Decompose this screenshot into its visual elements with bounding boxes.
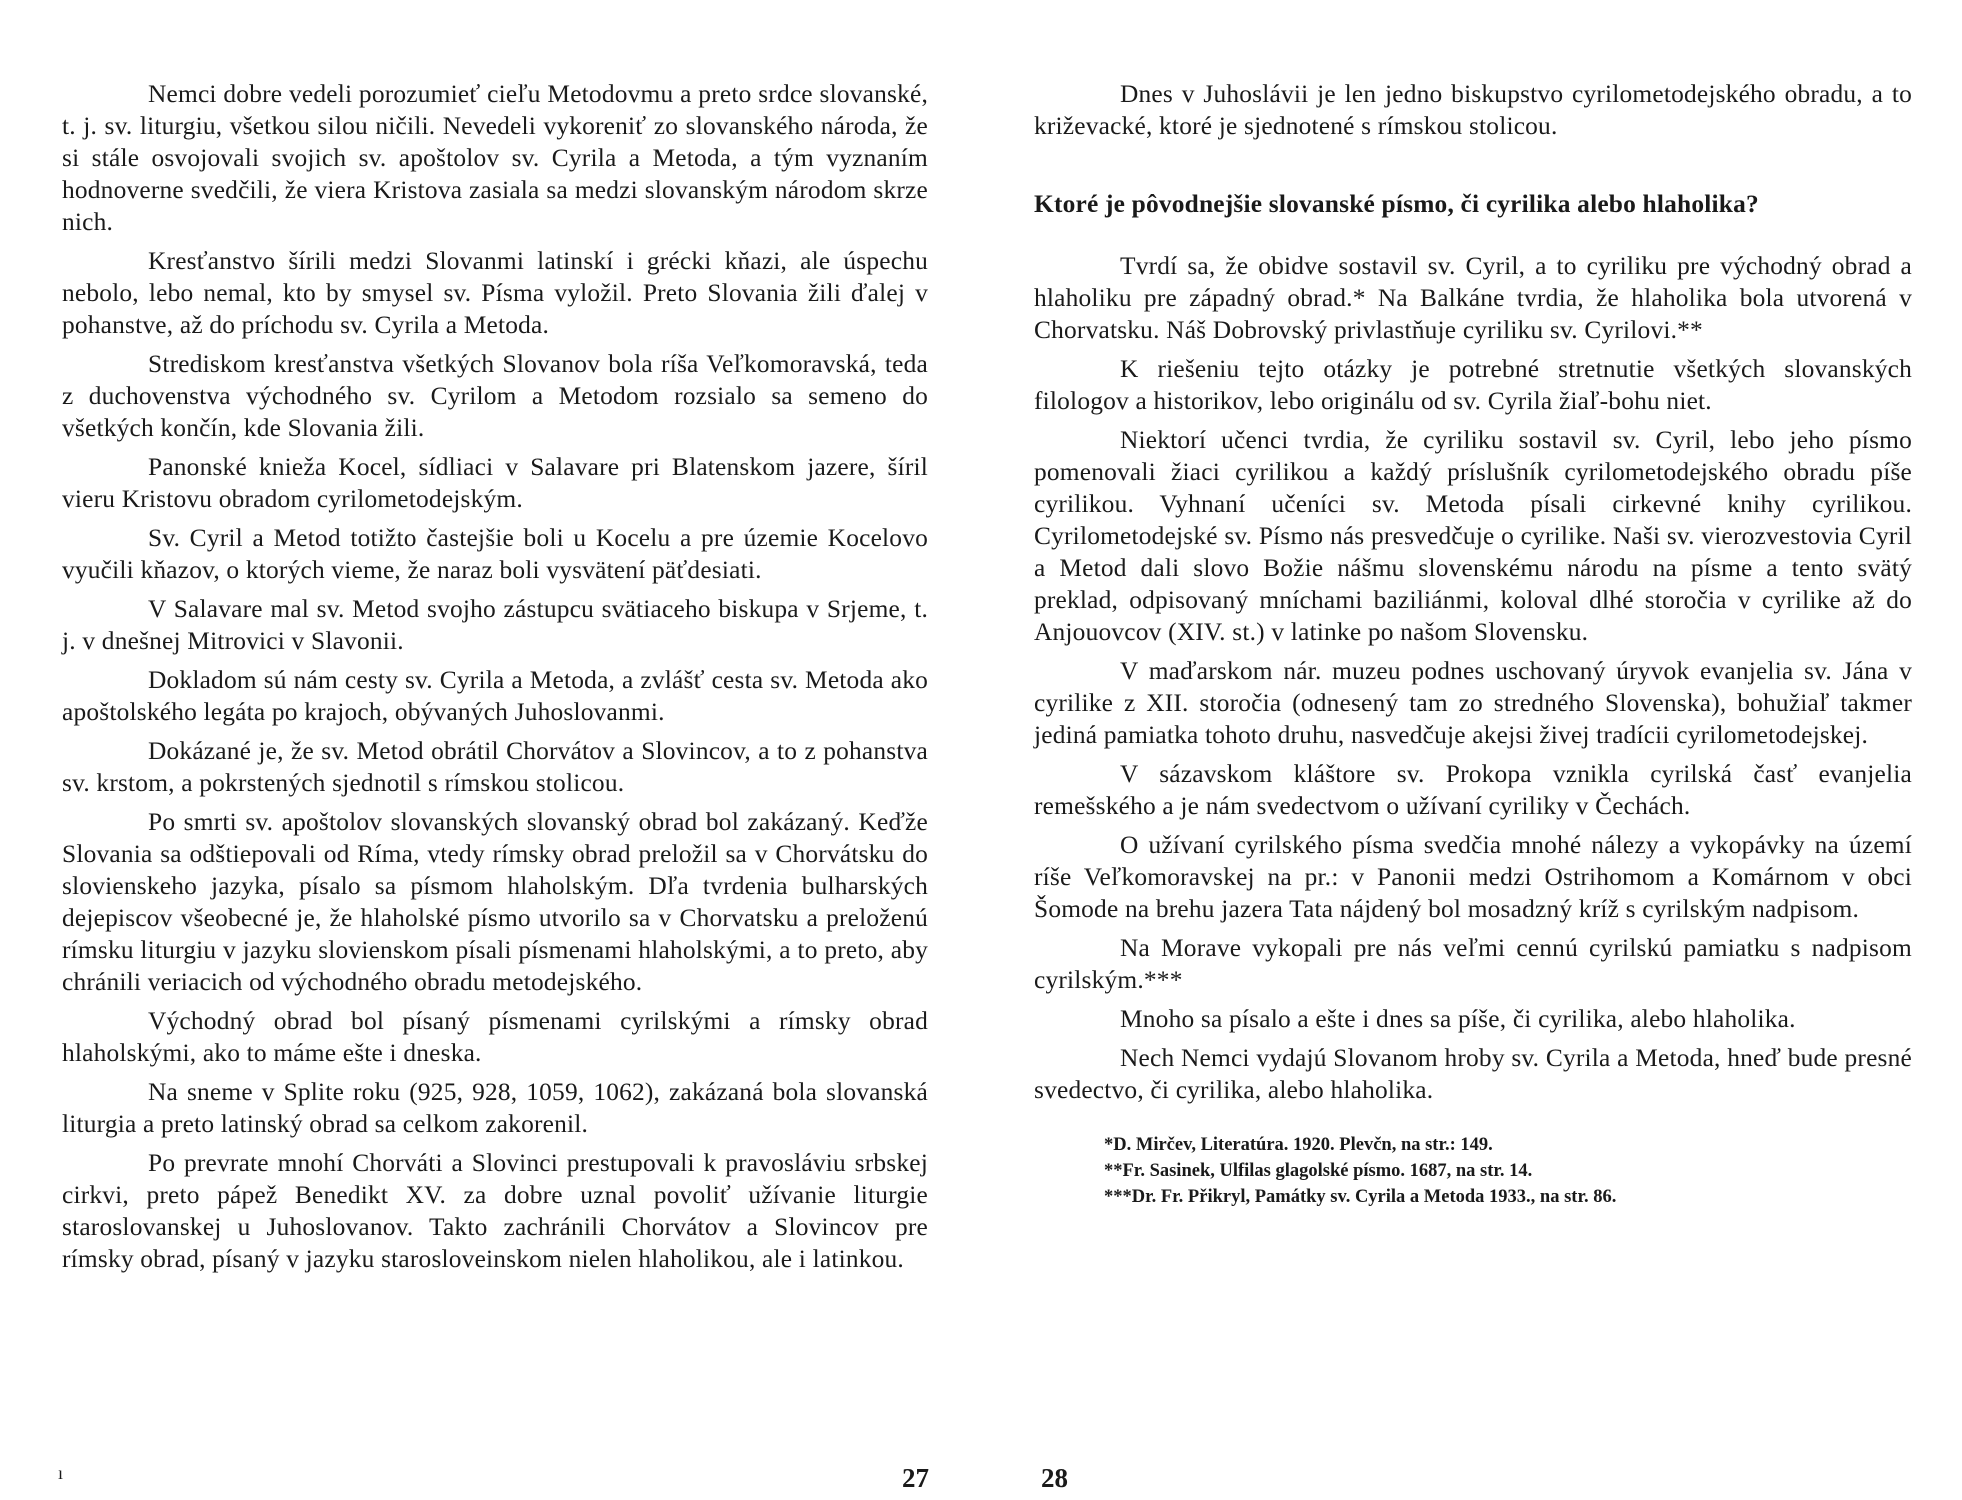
paragraph: Po smrti sv. apoštolov slovanských slovanský obrad bol zakázaný. Keďže Slovania sa odštiepovali od Ríma, vtedy rímsky obrad preložil sa v Chorvátsku do slovienskeho jazyka, písalo sa písmom hlaholským. Dľa tvrdenia bulharských dejepiscov všeobecné je, že hlaholské písmo utvorilo sa v Chorvatsku a preloženú rímsku liturgiu v jazyku slovienskom písali písmenami hlaholskými, a to preto, aby chránili veriacich od východného obradu metodejského. bbox=[62, 808, 928, 996]
paragraph: Na Morave vykopali pre nás veľmi cennú cyrilskú pamiatku s nadpisom cyrilským.*** bbox=[1034, 934, 1912, 994]
paragraph: V sázavskom kláštore sv. Prokopa vznikla cyrilská časť evanjelia remešského a je nám svedectvom o užívaní cyriliky v Čechách. bbox=[1034, 760, 1912, 820]
paragraph: Strediskom kresťanstva všetkých Slovanov bola ríša Veľkomoravská, teda z duchovenstva východného sv. Cyrilom a Metodom rozsialo sa semeno do všetkých končín, kde Slovania žili. bbox=[62, 350, 928, 442]
footnotes bbox=[1034, 1132, 1912, 1210]
paragraph: Na sneme v Splite roku (925, 928, 1059, 1062), zakázaná bola slovanská liturgia a preto latinský obrad sa celkom zakorenil. bbox=[62, 1078, 928, 1138]
right-page-text bbox=[1034, 78, 1912, 1210]
paragraph: Niektorí učenci tvrdia, že cyriliku sostavil sv. Cyril, lebo jeho písmo pomenovali žiaci cyrilikou a každý príslušník cyrilometodejského obradu píše cyrilikou. Vyhnaní učeníci sv. Metoda písali cirkevné knihy cyrilikou. Cyrilometodejské sv. Písmo nás presvedčuje o cyrilike. Naši sv. vierozvestovia Cyril a Metod dali slovo Božie nášmu slovenskému národu na písme a tento svätý preklad, odpisovaný mníchami baziliánmi, koloval dlhé storočia v cyrilike až do Anjouovcov (XIV. st.) v latinke po našom Slovensku. bbox=[1034, 426, 1912, 646]
footnote: ***Dr. Fr. Přikryl, Památky sv. Cyrila a Metoda 1933., na str. 86. bbox=[1104, 1187, 1617, 1207]
paragraph: Po prevrate mnohí Chorváti a Slovinci prestupovali k pravosláviu srbskej cirkvi, preto pápež Benedikt XV. za dobre uznal povoliť užívanie liturgie staroslovanskej u Juhoslovanov. Takto zachránili Chorvátov a Slovincov pre rímsky obrad, písaný v jazyku starosloveinskom nielen hlaholikou, ale i latinkou. bbox=[62, 1149, 928, 1273]
paragraph: Dokladom sú nám cesty sv. Cyrila a Metoda, a zvlášť cesta sv. Metoda ako apoštolského legáta po krajoch, obývaných Juhoslovanmi. bbox=[62, 666, 928, 726]
footnote: **Fr. Sasinek, Ulfilas glagolské písmo. 1687, na str. 14. bbox=[1104, 1161, 1533, 1181]
paragraph: Sv. Cyril a Metod totižto častejšie boli u Kocelu a pre územie Kocelovo vyučili kňazov, o ktorých vieme, že naraz boli vysvätení päťdesiati. bbox=[62, 524, 928, 584]
paragraph: Nech Nemci vydajú Slovanom hroby sv. Cyrila a Metoda, hneď bude presné svedectvo, či cyrilika, alebo hlaholika. bbox=[1034, 1044, 1912, 1104]
paragraph: V Salavare mal sv. Metod svojho zástupcu svätiaceho biskupa v Srjeme, t. j. v dnešnej Mitrovici v Slavonii. bbox=[62, 595, 928, 655]
paragraph: K riešeniu tejto otázky je potrebné stretnutie všetkých slovanských filologov a historikov, lebo originálu od sv. Cyrila žiaľ-bohu niet. bbox=[1034, 355, 1912, 415]
paragraph: Nemci dobre vedeli porozumieť cieľu Metodovmu a preto srdce slovanské, t. j. sv. liturgiu, všetkou silou ničili. Nevedeli vykoreniť zo slovanského národa, že si stále osvojovali svojich sv. apoštolov sv. Cyrila a Metoda, a tým vyznaním hodnoverne svedčili, že viera Kristova zasiala sa medzi slovanským národom skrze nich. bbox=[62, 80, 928, 236]
paragraph: Dokázané je, že sv. Metod obrátil Chorvátov a Slovincov, a to z pohanstva sv. krstom, a pokrstených sjednotil s rímskou stolicou. bbox=[62, 737, 928, 797]
footnote: *D. Mirčev, Literatúra. 1920. Plevčn, na str.: 149. bbox=[1104, 1135, 1493, 1155]
paragraph: Panonské knieža Kocel, sídliaci v Salavare pri Blatenskom jazere, šíril vieru Kristovu obradom cyrilometodejským. bbox=[62, 453, 928, 513]
paragraph: V maďarskom nár. muzeu podnes uschovaný úryvok evanjelia sv. Jána v cyrilike z XII. storočia (odnesený tam zo stredného Slovenska), bohužiaľ takmer jediná pamiatka tohoto druhu, nasvedčuje akejsi živej tradícii cyrilometodejskej. bbox=[1034, 657, 1912, 749]
paragraph: O užívaní cyrilského písma svedčia mnohé nálezy a vykopávky na území ríše Veľkomoravskej na pr.: v Panonii medzi Ostrihomom a Komárnom v obci Šomode na brehu jazera Tata nájdený bol mosadzný kríž s cyrilským nadpisom. bbox=[1034, 831, 1912, 923]
intro-paragraph: Dnes v Juhoslávii je len jedno biskupstvo cyrilometodejského obradu, a to križevacké, ktoré je sjednotené s rímskou stolicou. bbox=[1034, 80, 1912, 140]
paragraph: Mnoho sa písalo a ešte i dnes sa píše, či cyrilika, alebo hlaholika. bbox=[1120, 1005, 1796, 1033]
right-page bbox=[981, 0, 1962, 1500]
section-heading: Ktoré je pôvodnejšie slovanské písmo, či cyrilika alebo hlaholika? bbox=[1034, 190, 1759, 218]
left-page-text bbox=[62, 78, 928, 1282]
corner-mark: ı bbox=[58, 1463, 64, 1483]
paragraph: Tvrdí sa, že obidve sostavil sv. Cyril, a to cyriliku pre východný obrad a hlaholiku pre západný obrad.* Na Balkáne tvrdia, že hlaholika bola utvorená v Chorvatsku. Náš Dobrovský privlastňuje cyriliku sv. Cyrilovi.** bbox=[1034, 252, 1912, 344]
paragraph: Východný obrad bol písaný písmenami cyrilskými a rímsky obrad hlaholskými, ako to máme ešte i dneska. bbox=[62, 1007, 928, 1067]
paragraph: Kresťanstvo šírili medzi Slovanmi latinskí i grécki kňazi, ale úspechu nebolo, lebo nemal, kto by smysel sv. Písma vyložil. Preto Slovania žili ďalej v pohanstve, až do príchodu sv. Cyrila a Metoda. bbox=[62, 247, 928, 339]
page-number: 28 bbox=[1041, 1463, 1068, 1493]
page-number: 27 bbox=[902, 1463, 929, 1493]
